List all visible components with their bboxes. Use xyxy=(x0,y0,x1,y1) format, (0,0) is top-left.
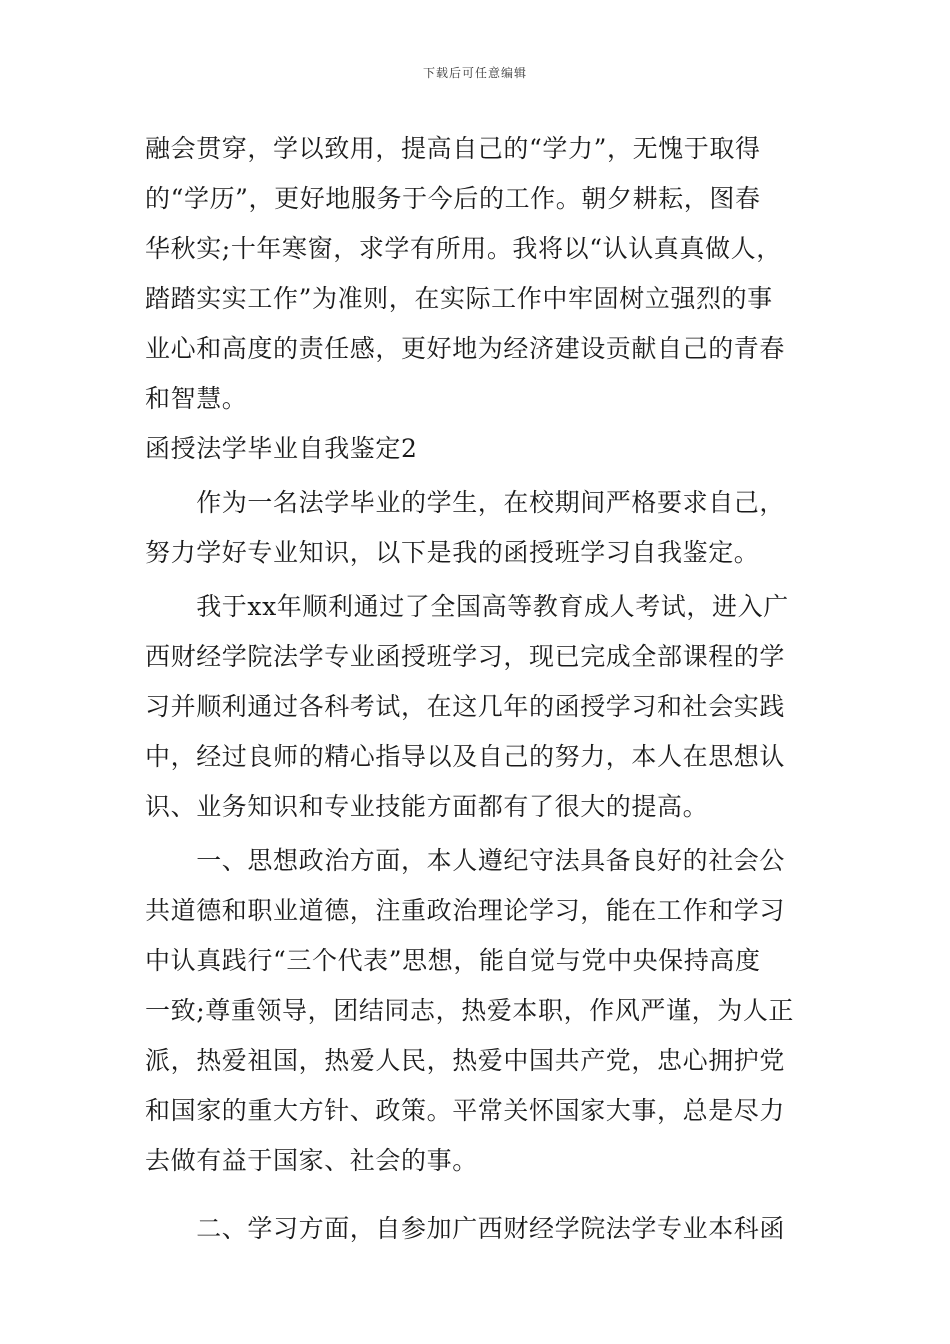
text-line: 西财经学院法学专业函授班学习，现已完成全部课程的学 xyxy=(145,642,786,671)
text-line: 二、学习方面，自参加广西财经学院法学专业本科函 xyxy=(145,1214,786,1243)
text-line: 努力学好专业知识，以下是我的函授班学习自我鉴定。 xyxy=(145,538,760,567)
text-line: 中，经过良师的精心指导以及自己的努力，本人在思想认 xyxy=(145,742,786,771)
text-line: 派，热爱祖国，热爱人民，热爱中国共产党，忠心拥护党 xyxy=(145,1046,786,1075)
text-line: 一、思想政治方面，本人遵纪守法具备良好的社会公 xyxy=(145,846,786,875)
text-line: 的“学历”，更好地服务于今后的工作。朝夕耕耘，图春 xyxy=(145,184,761,213)
text-line: 业心和高度的责任感，更好地为经济建设贡献自己的青春 xyxy=(145,334,786,363)
text-line: 一致;尊重领导，团结同志，热爱本职，作风严谨，为人正 xyxy=(145,996,795,1025)
text-line: 华秋实;十年寒窗，求学有所用。我将以“认认真真做人， xyxy=(145,234,782,263)
paragraph-1 xyxy=(145,124,810,424)
text-line: 共道德和职业道德，注重政治理论学习，能在工作和学习 xyxy=(145,896,786,925)
text-line: 习并顺利通过各科考试，在这几年的函授学习和社会实践 xyxy=(145,692,786,721)
page-header-note: 下载后可任意编辑 xyxy=(422,66,527,80)
paragraph-5 xyxy=(145,1204,810,1254)
text-line: 和国家的重大方针、政策。平常关怀国家大事，总是尽力 xyxy=(145,1096,786,1125)
text-line: 踏踏实实工作”为准则，在实际工作中牢固树立强烈的事 xyxy=(145,284,773,313)
paragraph-3 xyxy=(145,582,810,832)
text-line: 我于xx年顺利通过了全国高等教育成人考试，进入广 xyxy=(145,592,789,621)
paragraph-2 xyxy=(145,478,810,578)
text-line: 和智慧。 xyxy=(145,384,248,413)
text-line: 中认真践行“三个代表”思想，能自觉与党中央保持高度 xyxy=(145,946,761,975)
text-line: 识、业务知识和专业技能方面都有了很大的提高。 xyxy=(145,792,709,821)
section-title: 函授法学毕业自我鉴定2 xyxy=(145,434,418,463)
paragraph-4 xyxy=(145,836,810,1186)
text-line: 融会贯穿，学以致用，提高自己的“学力”，无愧于取得 xyxy=(145,134,761,163)
text-line: 去做有益于国家、社会的事。 xyxy=(145,1146,478,1175)
text-line: 作为一名法学毕业的学生，在校期间严格要求自己， xyxy=(145,488,786,517)
document-body xyxy=(145,124,810,1254)
